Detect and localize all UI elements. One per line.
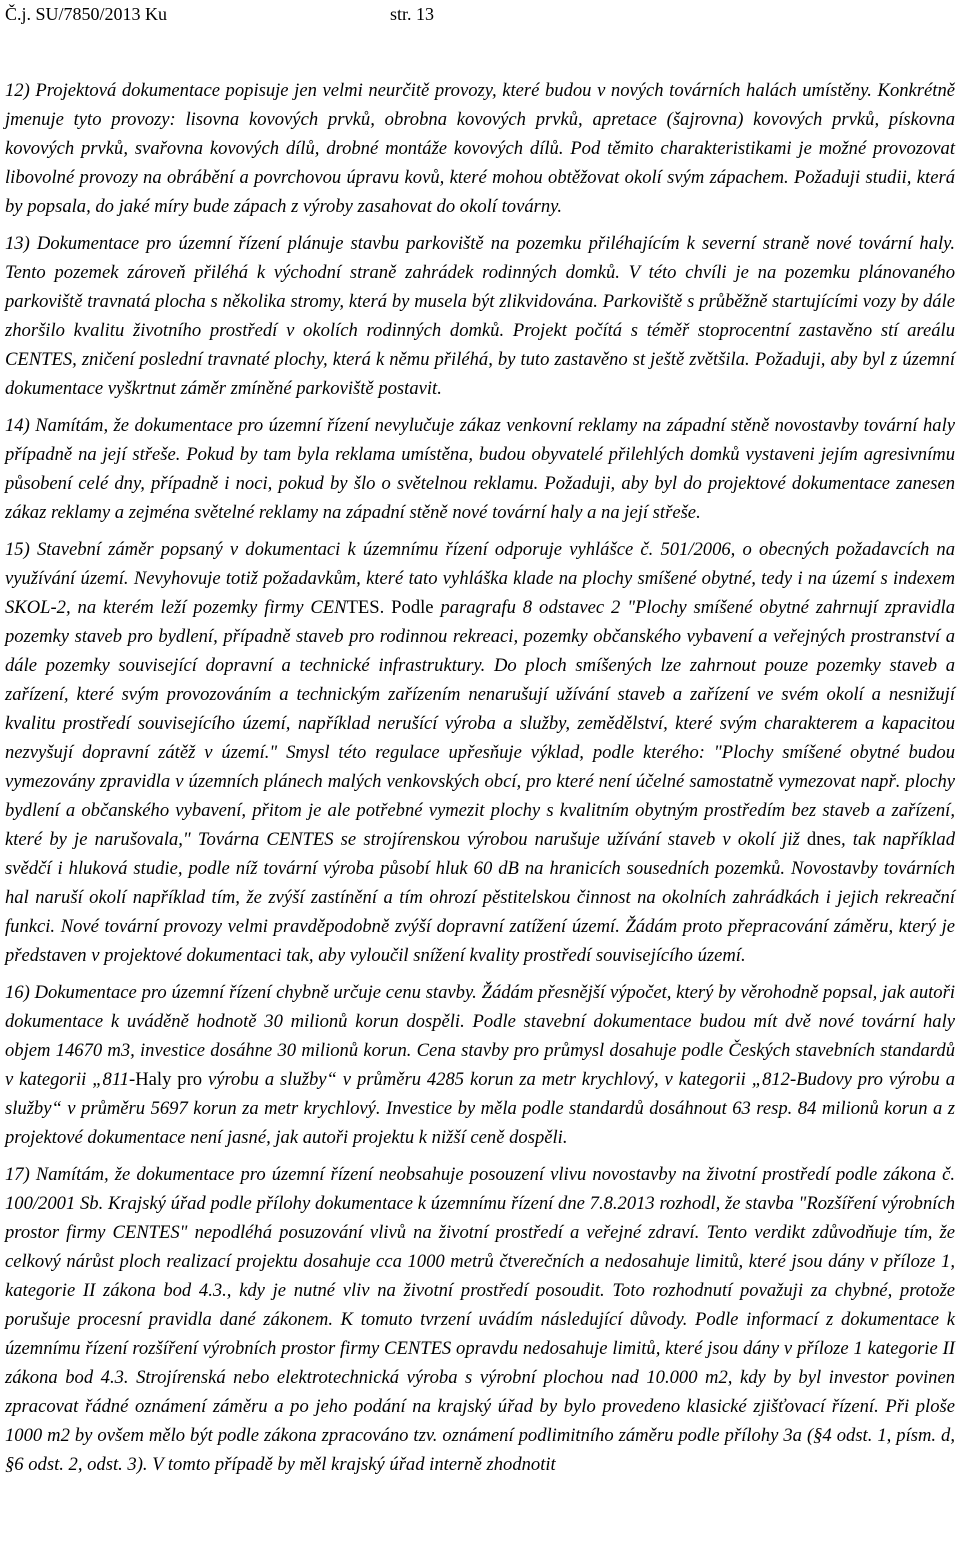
- paragraph: [5, 229, 955, 403]
- page-number: str. 13: [390, 4, 435, 24]
- paragraph: [5, 76, 955, 221]
- text-run: 12) Projektová dokumentace popisuje jen velmi neurčitě provozy, které budou v nových továrních halách umístěny. Konkrétně jmenuje tyto provozy: lisovna kovových prvků, obrobna kovových prvků, apretace (šajrovna) kovových prvků, pískovna kovových prvků, svařovna kovových dílů, drobné montáže kovových dílů. Pod těmito charakteristikami je možné provozovat libovolné provozy na obrábění a povrchovou úpravu kovů, které mohou obtěžovat okolí svým zápachem. Požaduji studii, která by popsala, do jaké míry bude zápach z výroby zasahovat do okolí továrny.: [5, 80, 955, 217]
- paragraph: [5, 535, 955, 970]
- text-run: paragrafu 8 odstavec 2 "Plochy smíšené obytné zahrnují zpravidla pozemky staveb pro bydlení, případně staveb pro rodinnou rekreaci, pozemky občanského vybavení a veřejných prostranství a dále pozemky související dopravní a technické infrastruktury. Do ploch smíšených lze zahrnout pouze pozemky staveb a zařízení, které svým provozováním a technickým zařízením nenarušují užívání staveb a zařízení ve svém okolí a nesnižují kvalitu prostředí souvisejícího území, například nerušící výroba a služby, zemědělství, které svým charakterem a kapacitou nezvyšují dopravní zátěž v území." Smysl této regulace upřesňuje výklad, podle kterého: "Plochy smíšené obytné budou vymezovány zpravidla v územních plánech malých venkovských obcí, pro které není účelné samostatně vymezovat např. plochy bydlení a občanského vybavení, přitom je ale potřebné vymezit plochy s kvalitním obytným prostředím bez staveb a zařízení, které by je narušovala," Továrna CENTES se strojírenskou výrobou narušuje užívání staveb v okolí již: [5, 597, 955, 850]
- text-run: Haly pro: [135, 1069, 203, 1090]
- text-run: 13) Dokumentace pro územní řízení plánuje stavbu parkoviště na pozemku přiléhajícím k severní straně nové tovární haly. Tento pozemek zároveň přiléhá k východní straně zahrádek rodinných domků. V této chvíli je na pozemku plánovaného parkoviště travnatá plocha s několika stromy, která by musela být zlikvidována. Parkoviště s průběžně startujícími vozy by dále zhoršilo kvalitu životního prostředí v okolích rodinných domků. Projekt počítá s téměř stoprocentní zastavěno stí areálu CENTES, zničení poslední travnaté plochy, která k němu přiléhá, by tuto zastavěno st ještě zvětšila. Požaduji, aby byl z územní dokumentace vyškrtnut záměr zmíněné parkoviště postavit.: [5, 233, 955, 399]
- text-run: , tak například svědčí i hluková studie, podle níž tovární výroba působí hluk 60 dB na hranicích sousedních pozemků. Novostavby továrních hal naruší okolí například tím, že zvýší zastínění a tím ohrozí pěstitelskou činnost na okolních zahrádkách i jejich rekreační funkci. Nové tovární provozy velmi pravděpodobně zvýší dopravní zatížení území. Žádám proto přepracování záměru, který je představen v projektové dokumentaci tak, aby vyloučil snížení kvality prostředí souvisejícího území.: [5, 829, 955, 966]
- paragraph: [5, 1160, 955, 1479]
- text-run: 15) Stavební záměr popsaný v dokumentaci k územnímu řízení odporuje vyhlášce č. 501/2006, o obecných požadavcích na využívání území. Nevyhovuje totiž požadavkům, které tato vyhláška klade na plochy smíšené obytné, tedy i na území s indexem SKOL-2, na kterém leží pozemky firmy CEN: [5, 539, 955, 618]
- text-run: 16) Dokumentace pro územní řízení chybně určuje cenu stavby. Žádám přesnější výpočet, který by věrohodně popsal, jak autoři dokumentace k uváděně hodnotě 30 milionů korun dospěli. Podle stavební dokumentace budou mít dvě nové tovární haly objem 14670 m3, investice dosáhne 30 milionů korun. Cena stavby pro průmysl dosahuje podle Českých stavebních standardů v kategorii „811-: [5, 982, 955, 1090]
- document-body: [5, 76, 955, 1487]
- text-run: 17) Namítám, že dokumentace pro územní řízení neobsahuje posouzení vlivu novostavby na životní prostředí podle zákona č. 100/2001 Sb. Krajský úřad podle přílohy dokumentace k územnímu řízení dne 7.8.2013 rozhodl, že stavba "Rozšíření výrobních prostor firmy CENTES" nepodléhá posuzování vlivů na životní prostředí a veřejné zdraví. Tento verdikt zdůvodňuje tím, že celkový nárůst ploch realizací projektu dosahuje cca 1000 metrů čtverečních a nedosahuje limitů, které jsou dány v příloze 1, kategorie II zákona bod 4.3., kdy je nutné vliv na životní prostředí posoudit. Toto rozhodnutí považuji za chybné, protože porušuje procesní pravidla dané zákonem. K tomuto tvrzení uvádím následující důvody. Podle informací z dokumentace k územnímu řízení rozšíření výrobních prostor firmy CENTES opravdu nedosahuje limitů, které jsou dány v příloze 1 kategorie II zákona bod 4.3. Strojírenská nebo elektrotechnická výroba s výrobní plochou nad 10.000 m2, kdy by byl investor povinen zpracovat řádné oznámení záměru a po jeho podání na krajský úřad by bylo provedeno klasické zjišťovací řízení. Při ploše 1000 m2 by ovšem mělo být podle zákona zpracováno tzv. oznámení podlimitního záměru podle přílohy 3a (§4 odst. 1, písm. d, §6 odst. 2, odst. 3). V tomto případě by měl krajský úřad interně zhodnotit: [5, 1164, 955, 1475]
- document-reference: Č.j. SU/7850/2013 Ku: [5, 4, 168, 24]
- paragraph: [5, 978, 955, 1152]
- text-run: TES. Podle: [346, 597, 434, 618]
- paragraph: [5, 411, 955, 527]
- text-run: 14) Namítám, že dokumentace pro územní řízení nevylučuje zákaz venkovní reklamy na západní stěně novostavby tovární haly případně na její střeše. Pokud by tam byla reklama umístěna, budou obyvatelé přilehlých domků vystaveni jejím agresivnímu působení celé dny, případně i noci, pokud by šlo o světelnou reklamu. Požaduji, aby byl do projektové dokumentace zanesen zákaz reklamy a zejména světelné reklamy na západní stěně nové tovární haly a na její střeše.: [5, 415, 955, 523]
- text-run: výrobu a služby“ v průměru 4285 korun za metr krychlový, v kategorii „812-Budovy pro výrobu a služby“ v průměru 5697 korun za metr krychlový. Investice by měla podle standardů dosáhnout 63 resp. 84 milionů korun a z projektové dokumentace není jasné, jak autoři projektu k nižší ceně dospěli.: [5, 1069, 956, 1148]
- text-run: dnes: [806, 829, 841, 850]
